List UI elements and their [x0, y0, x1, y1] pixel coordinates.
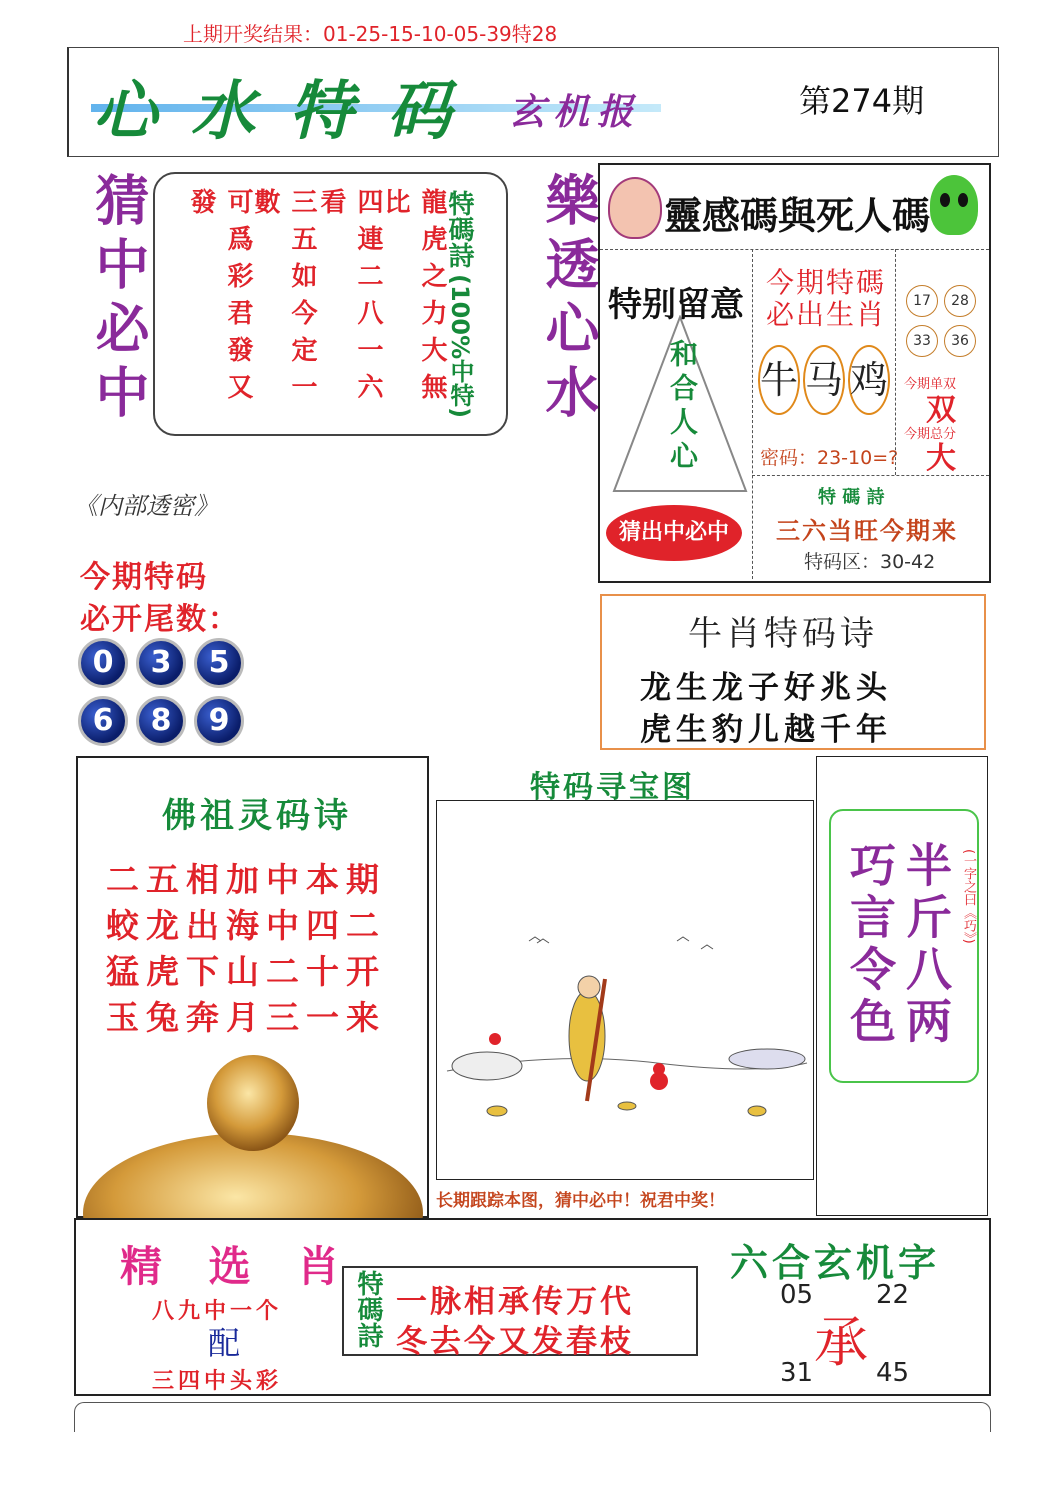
number-17: 17 — [906, 285, 938, 317]
poem-col-4: 龍虎之力大無比 — [380, 188, 447, 410]
bottom-poem-label: 特碼詩 — [353, 1270, 383, 1348]
total-value: 大 — [926, 441, 956, 476]
numbers-col — [895, 249, 990, 475]
treasure-title: 特码寻宝图 — [530, 770, 695, 805]
liuhe-char: 承 — [814, 1311, 868, 1374]
poem-col-2: 三五如今定一數 — [250, 188, 317, 410]
left-vertical-slogan: 猜中必中 — [87, 172, 150, 428]
tail-row-2 — [78, 696, 252, 746]
pei-char: 配 — [208, 1324, 241, 1362]
zodiac-ox: 牛 — [758, 345, 800, 415]
issue-number: 第274期 — [799, 82, 925, 120]
total-label: 今期总分 — [904, 427, 957, 442]
zodiac-title-2: 必出生肖 — [766, 298, 887, 331]
zodiac-rooster: 鸡 — [848, 345, 890, 415]
tail-num-5: 5 — [194, 638, 244, 688]
odd-even-value: 双 — [926, 393, 956, 428]
tail-line-2: 必开尾数： — [80, 602, 240, 637]
pyramid-text: 和合人心 — [666, 339, 699, 475]
ox-poem-box — [600, 594, 986, 750]
panel-poem-label: 特 碼 詩 — [818, 487, 885, 508]
buddha-line-2: 蛟龙出海中四二 — [106, 906, 386, 945]
riddle-note: (一字之曰《巧》) — [961, 849, 976, 944]
buddha-line-1: 二五相加中本期 — [106, 860, 386, 899]
tail-num-9: 9 — [194, 696, 244, 746]
special-zone: 特码区：30-42 — [804, 551, 936, 573]
bottom-line-1: 八九中一个 — [152, 1299, 283, 1324]
bottom-poem-box — [342, 1266, 698, 1360]
riddle-col-2: 巧言令色 — [843, 841, 897, 1049]
password-text: 密码：23-10=? — [760, 447, 899, 469]
last-result-text: 上期开奖结果：01-25-15-10-05-39特28 — [183, 22, 558, 46]
face-icon — [608, 177, 662, 239]
ox-poem-line-2: 虎生豹儿越千年 — [640, 712, 892, 748]
buddha-poem-box — [76, 756, 429, 1218]
footer-rule — [74, 1402, 991, 1432]
ghost-panel — [598, 163, 991, 583]
tail-num-0: 0 — [78, 638, 128, 688]
zodiac-horse: 马 — [803, 345, 845, 415]
buddha-line-4: 玉兔奔月三一来 — [106, 998, 386, 1037]
panel-bottom-divider — [752, 475, 989, 476]
ox-poem-line-1: 龙生龙子好兆头 — [640, 670, 892, 706]
buddha-line-3: 猛虎下山二十开 — [106, 952, 386, 991]
treasure-caption: 长期跟踪本图，猜中必中！祝君中奖！ — [436, 1191, 725, 1211]
poem-box — [153, 172, 508, 436]
jing-title: 精 选 肖 — [120, 1242, 356, 1291]
guess-badge: 猜出中必中 — [606, 505, 742, 561]
tail-num-8: 8 — [136, 696, 186, 746]
liuhe-num-45: 45 — [876, 1358, 910, 1388]
riddle-col-1: 半斤八两 — [899, 841, 953, 1049]
title-main: 心水特码 — [93, 75, 485, 149]
ox-poem-title: 牛肖特码诗 — [688, 614, 878, 654]
tail-num-6: 6 — [78, 696, 128, 746]
bottom-poem-line-2: 冬去今又发春枝 — [396, 1324, 634, 1360]
tail-row-1 — [78, 638, 252, 688]
number-36: 36 — [944, 325, 976, 357]
panel-title-row — [600, 165, 989, 250]
right-vertical-slogan: 樂透心水 — [537, 172, 600, 428]
buddha-figure — [78, 1048, 427, 1218]
bottom-poem-line-1: 一脉相承传万代 — [396, 1284, 634, 1320]
poem-col-1: 可爲彩君發又發 — [186, 188, 253, 410]
buddha-poem-title: 佛祖灵码诗 — [162, 796, 352, 836]
poem-col-3: 四連二八一六看 — [316, 188, 383, 410]
tail-num-3: 3 — [136, 638, 186, 688]
zodiac-title-1: 今期特碼 — [766, 266, 887, 299]
liuhe-title: 六合玄机字 — [730, 1241, 941, 1285]
liuhe-num-22: 22 — [876, 1280, 910, 1310]
bottom-line-2: 三四中头彩 — [152, 1369, 283, 1394]
header-frame — [67, 47, 999, 157]
poem-label-note: (100%中特) — [446, 274, 474, 419]
tail-line-1: 今期特码 — [80, 560, 208, 595]
treasure-picture — [436, 800, 814, 1180]
poem-label: 特碼詩 — [444, 190, 474, 268]
number-33: 33 — [906, 325, 938, 357]
liuhe-num-05: 05 — [780, 1280, 814, 1310]
inner-secret: 《内部透密》 — [74, 492, 218, 520]
liuhe-num-31: 31 — [780, 1358, 814, 1388]
panel-poem-text: 三六当旺今期来 — [776, 517, 958, 545]
panel-title: 靈感碼與死人碼 — [664, 193, 931, 238]
riddle-box — [816, 756, 988, 1216]
number-28: 28 — [944, 285, 976, 317]
odd-even-label: 今期单双 — [904, 377, 957, 392]
special-attention: 特别留意 — [608, 285, 744, 325]
title-sub: 玄机报 — [509, 92, 642, 133]
treasure-scene — [437, 801, 813, 1179]
special-attention-col — [600, 249, 753, 579]
skull-icon — [930, 175, 978, 235]
